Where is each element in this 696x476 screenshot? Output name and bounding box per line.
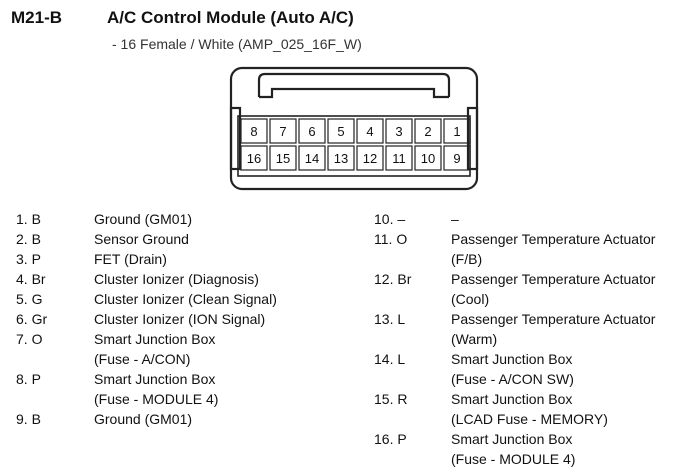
pin-description: Cluster Ionizer (Clean Signal) [94, 291, 277, 307]
pin-number: 12 [362, 151, 378, 166]
pin-number: 14 [304, 151, 320, 166]
pin-entry [374, 249, 696, 269]
pin-label: 1. B [16, 211, 41, 227]
pin-label [374, 249, 451, 269]
pin-label: 10. – [374, 211, 406, 227]
pin-description: Sensor Ground [94, 231, 189, 247]
pin-entry [374, 269, 696, 289]
pin-entry [374, 229, 696, 249]
pin-number: 2 [424, 124, 432, 139]
pin-entry [16, 269, 277, 289]
pin-entry [16, 349, 277, 369]
pin-label [374, 409, 451, 429]
pin-label: 4. Br [16, 271, 46, 287]
pin-number: 4 [366, 124, 374, 139]
pin-entry [374, 349, 696, 369]
pin-entry [374, 289, 696, 309]
pin-entry [374, 369, 696, 389]
pin-description: (Cool) [451, 291, 490, 307]
page-title: A/C Control Module (Auto A/C) [107, 8, 354, 27]
pin-description: Passenger Temperature Actuator [451, 231, 656, 247]
pin-description: Smart Junction Box [451, 351, 573, 367]
pin-number: 8 [250, 124, 258, 139]
pin-number: 3 [395, 124, 403, 139]
connector-diagram [0, 0, 696, 200]
pin-label: 16. P [374, 431, 407, 447]
pin-number: 6 [308, 124, 316, 139]
pin-description: – [451, 211, 459, 227]
pin-description: Smart Junction Box [451, 431, 573, 447]
pin-label: 7. O [16, 331, 43, 347]
pin-entry [374, 389, 696, 409]
connector-latch [259, 74, 449, 97]
pin-label: 6. Gr [16, 311, 48, 327]
pin-description: Passenger Temperature Actuator [451, 311, 656, 327]
pin-description: (LCAD Fuse - MEMORY) [451, 411, 608, 427]
pin-entry [374, 429, 696, 449]
pin-description: (Warm) [451, 331, 498, 347]
pin-entry [374, 409, 696, 429]
pin-description: (Fuse - MODULE 4) [94, 391, 219, 407]
pin-label [374, 369, 451, 389]
pin-label: 14. L [374, 351, 406, 367]
pin-list-left [16, 209, 277, 429]
pin-label: 11. O [374, 231, 408, 247]
pin-description: Smart Junction Box [94, 371, 216, 387]
pin-entry [16, 309, 277, 329]
pin-label: 8. P [16, 371, 41, 387]
pin-number: 1 [453, 124, 461, 139]
pin-entry [374, 309, 696, 329]
pin-entry [16, 409, 277, 429]
pin-entry [374, 329, 696, 349]
pin-label: 15. R [374, 391, 408, 407]
pin-number: 10 [420, 151, 436, 166]
pin-description: Ground (GM01) [94, 211, 193, 227]
connector-latch-inner [259, 89, 449, 97]
pin-description: Smart Junction Box [451, 391, 573, 407]
pin-number: 13 [333, 151, 349, 166]
pin-description: Cluster Ionizer (Diagnosis) [94, 271, 259, 287]
pin-label [374, 329, 451, 349]
pin-label [16, 389, 94, 409]
connector-code: M21-B [11, 8, 63, 27]
pin-number: 11 [392, 151, 406, 166]
pin-entry [16, 249, 277, 269]
pin-description: Smart Junction Box [94, 331, 216, 347]
pin-entry [374, 449, 696, 469]
pin-number: 16 [246, 151, 262, 166]
pin-entry [16, 389, 277, 409]
pin-entry [16, 369, 277, 389]
pin-description: (F/B) [451, 251, 483, 267]
pin-number: 7 [279, 124, 287, 139]
pin-label: 9. B [16, 411, 41, 427]
pin-entry [16, 289, 277, 309]
pin-list-right [374, 209, 696, 469]
pin-entry [16, 229, 277, 249]
pin-number: 5 [337, 124, 345, 139]
connector-subtitle: - 16 Female / White (AMP_025_16F_W) [112, 36, 362, 52]
pin-label: 5. G [16, 291, 43, 307]
pin-description: (Fuse - A/CON) [94, 351, 191, 367]
pin-label [374, 449, 451, 469]
pin-description: FET (Drain) [94, 251, 167, 267]
pin-number: 9 [453, 151, 461, 166]
pin-entry [16, 329, 277, 349]
pin-description: (Fuse - MODULE 4) [451, 451, 576, 467]
pin-label [16, 349, 94, 369]
pin-description: (Fuse - A/CON SW) [451, 371, 574, 387]
pin-entry [16, 209, 277, 229]
pin-description: Cluster Ionizer (ION Signal) [94, 311, 266, 327]
pin-description: Passenger Temperature Actuator [451, 271, 656, 287]
pin-entry [374, 209, 696, 229]
pin-label: 12. Br [374, 271, 412, 287]
pin-label: 13. L [374, 311, 406, 327]
pin-label: 3. P [16, 251, 41, 267]
pin-description: Ground (GM01) [94, 411, 193, 427]
pin-label [374, 289, 451, 309]
pin-number: 15 [275, 151, 291, 166]
pin-label: 2. B [16, 231, 41, 247]
